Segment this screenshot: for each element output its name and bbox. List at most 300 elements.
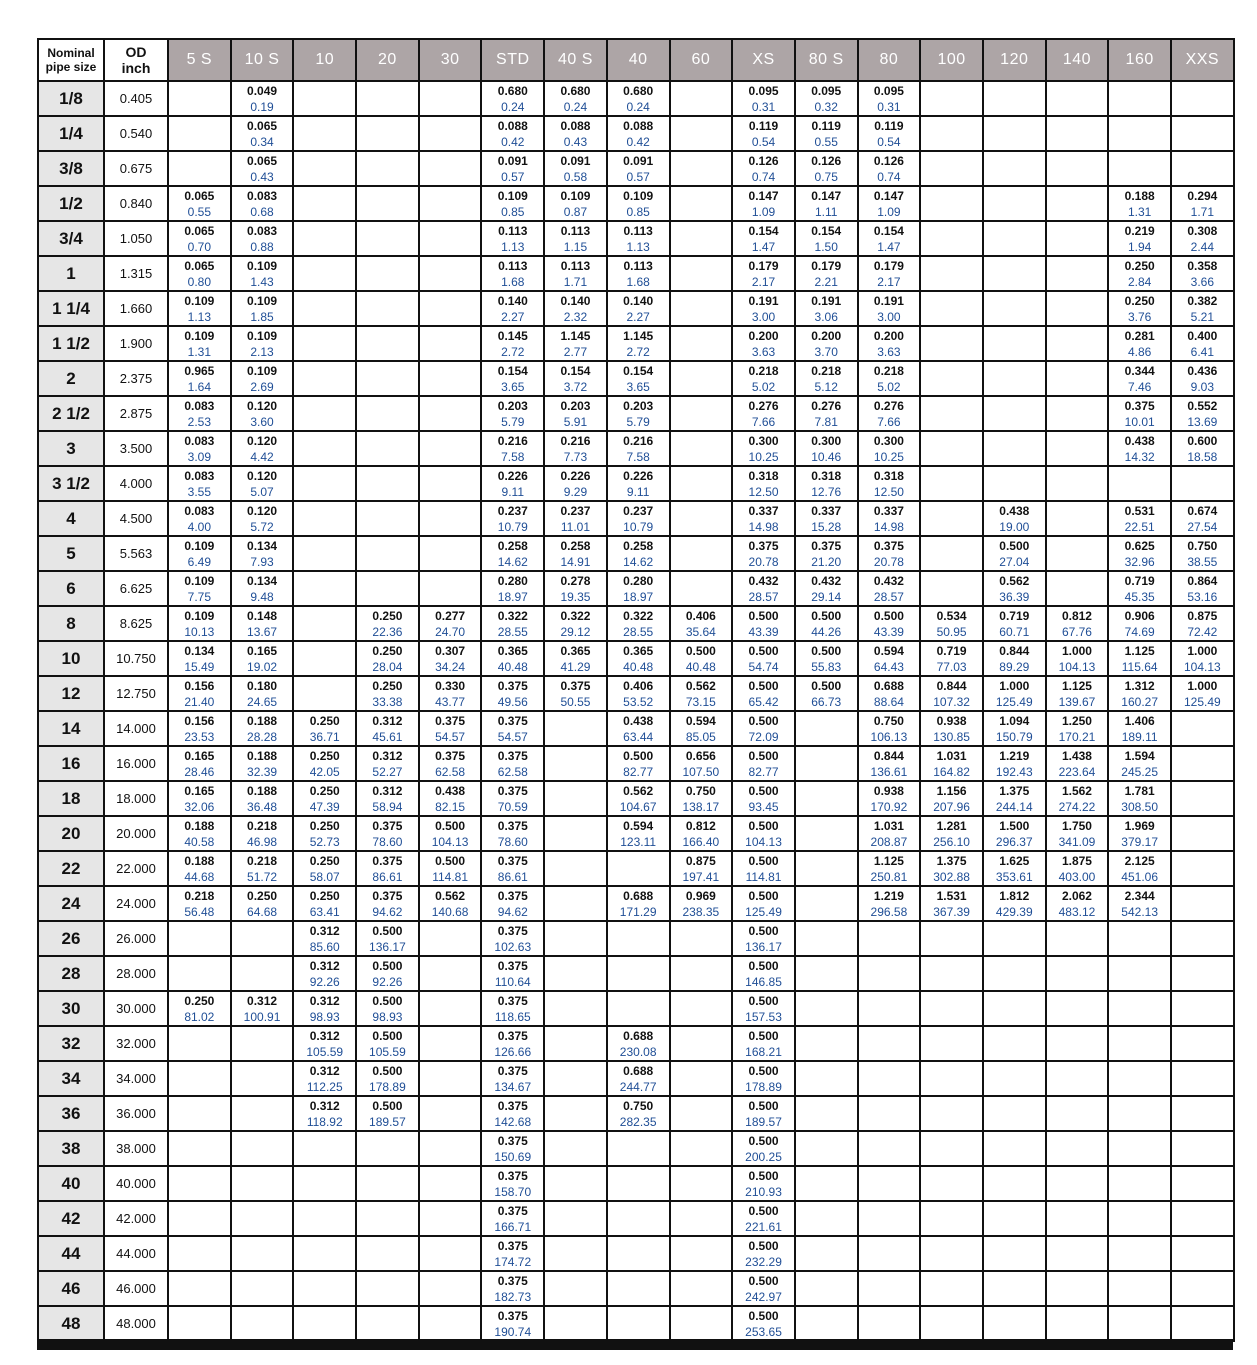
schedule-cell bbox=[732, 606, 795, 641]
schedule-cell bbox=[1171, 1096, 1234, 1131]
schedule-cell bbox=[920, 1271, 983, 1306]
schedule-cell bbox=[732, 466, 795, 501]
schedule-header: 40 bbox=[607, 39, 670, 81]
od-cell: 1.315 bbox=[104, 256, 168, 291]
schedule-cell bbox=[795, 956, 858, 991]
schedule-cell bbox=[983, 1306, 1046, 1341]
wall-thickness-value: 0.276 bbox=[748, 398, 779, 413]
schedule-cell bbox=[670, 291, 733, 326]
schedule-cell bbox=[858, 746, 921, 781]
weight-value: 244.14 bbox=[995, 799, 1033, 814]
weight-value: 6.49 bbox=[187, 554, 212, 569]
wall-thickness-value: 0.109 bbox=[184, 573, 215, 588]
schedule-cell bbox=[607, 81, 670, 116]
wall-thickness-value: 0.500 bbox=[435, 853, 466, 868]
schedule-cell bbox=[670, 1026, 733, 1061]
schedule-cell bbox=[670, 711, 733, 746]
wall-thickness-value: 0.216 bbox=[623, 433, 654, 448]
wall-thickness-value: 0.656 bbox=[685, 748, 716, 763]
wall-thickness-value: 0.500 bbox=[372, 958, 403, 973]
schedule-cell bbox=[983, 676, 1046, 711]
schedule-cell bbox=[795, 466, 858, 501]
weight-value: 13.69 bbox=[1187, 414, 1218, 429]
weight-value: 64.68 bbox=[247, 904, 278, 919]
schedule-cell bbox=[983, 536, 1046, 571]
wall-thickness-value: 1.250 bbox=[1061, 713, 1092, 728]
schedule-cell bbox=[419, 1236, 482, 1271]
schedule-cell bbox=[544, 991, 607, 1026]
weight-value: 7.81 bbox=[814, 414, 838, 429]
table-row bbox=[38, 851, 1234, 886]
schedule-cell bbox=[168, 396, 231, 431]
schedule-header: 80 S bbox=[795, 39, 858, 81]
weight-value: 14.98 bbox=[873, 519, 904, 534]
weight-value: 146.85 bbox=[745, 974, 782, 989]
schedule-cell bbox=[983, 571, 1046, 606]
wall-thickness-value: 0.562 bbox=[623, 783, 654, 798]
schedule-cell bbox=[858, 361, 921, 396]
schedule-cell bbox=[670, 396, 733, 431]
wall-thickness-value: 0.216 bbox=[497, 433, 528, 448]
wall-thickness-value: 0.250 bbox=[372, 678, 403, 693]
wall-thickness-value: 0.109 bbox=[247, 258, 278, 273]
schedule-cell bbox=[1108, 1131, 1171, 1166]
wall-thickness-value: 0.250 bbox=[372, 608, 403, 623]
nominal-size-cell: 20 bbox=[38, 816, 104, 851]
wall-thickness-value: 0.113 bbox=[560, 258, 591, 273]
schedule-cell bbox=[858, 221, 921, 256]
schedule-cell bbox=[419, 1096, 482, 1131]
schedule-cell bbox=[1108, 1271, 1171, 1306]
schedule-cell bbox=[607, 571, 670, 606]
schedule-cell bbox=[293, 1236, 356, 1271]
weight-value: 130.85 bbox=[933, 729, 970, 744]
schedule-cell bbox=[1046, 396, 1109, 431]
weight-value: 24.70 bbox=[435, 624, 466, 639]
schedule-cell bbox=[1171, 956, 1234, 991]
wall-thickness-value: 0.156 bbox=[184, 678, 215, 693]
table-row bbox=[38, 606, 1234, 641]
weight-value: 142.68 bbox=[494, 1114, 532, 1129]
schedule-header: 60 bbox=[670, 39, 733, 81]
schedule-cell bbox=[481, 431, 544, 466]
schedule-cell bbox=[168, 956, 231, 991]
schedule-cell bbox=[231, 396, 294, 431]
schedule-cell bbox=[1171, 431, 1234, 466]
schedule-cell bbox=[1046, 886, 1109, 921]
schedule-cell bbox=[419, 326, 482, 361]
weight-value: 24.65 bbox=[247, 694, 278, 709]
wall-thickness-value: 0.226 bbox=[560, 468, 591, 483]
wall-thickness-value: 0.438 bbox=[999, 503, 1030, 518]
weight-value: 136.61 bbox=[870, 764, 908, 779]
schedule-cell bbox=[983, 256, 1046, 291]
weight-value: 18.97 bbox=[497, 589, 528, 604]
bottom-border-bar bbox=[37, 1339, 1233, 1350]
schedule-cell bbox=[983, 956, 1046, 991]
schedule-cell bbox=[356, 991, 419, 1026]
schedule-cell bbox=[983, 606, 1046, 641]
schedule-cell bbox=[732, 116, 795, 151]
schedule-cell bbox=[231, 886, 294, 921]
nominal-size-cell: 38 bbox=[38, 1131, 104, 1166]
schedule-cell bbox=[544, 256, 607, 291]
schedule-cell bbox=[795, 1236, 858, 1271]
nominal-size-cell: 8 bbox=[38, 606, 104, 641]
wall-thickness-value: 0.432 bbox=[811, 573, 842, 588]
schedule-cell bbox=[481, 256, 544, 291]
nominal-size-cell: 1 1/4 bbox=[38, 291, 104, 326]
weight-value: 107.50 bbox=[682, 764, 720, 779]
wall-thickness-value: 0.688 bbox=[623, 1063, 654, 1078]
schedule-cell bbox=[1046, 431, 1109, 466]
schedule-cell bbox=[419, 81, 482, 116]
schedule-cell bbox=[544, 431, 607, 466]
wall-thickness-value: 0.065 bbox=[184, 223, 215, 238]
weight-value: 7.66 bbox=[751, 414, 776, 429]
wall-thickness-value: 0.250 bbox=[309, 853, 340, 868]
weight-value: 33.38 bbox=[372, 694, 403, 709]
schedule-cell bbox=[607, 816, 670, 851]
schedule-cell bbox=[356, 1096, 419, 1131]
schedule-cell bbox=[544, 1166, 607, 1201]
schedule-cell bbox=[1171, 466, 1234, 501]
schedule-cell bbox=[168, 746, 231, 781]
weight-value: 136.17 bbox=[745, 939, 782, 954]
wall-thickness-value: 0.365 bbox=[560, 643, 591, 658]
od-cell: 26.000 bbox=[104, 921, 168, 956]
schedule-cell bbox=[795, 1061, 858, 1096]
schedule-cell bbox=[795, 431, 858, 466]
table-row bbox=[38, 1096, 1234, 1131]
nominal-size-cell: 3 bbox=[38, 431, 104, 466]
schedule-cell bbox=[544, 291, 607, 326]
schedule-cell bbox=[231, 711, 294, 746]
wall-thickness-value: 0.750 bbox=[623, 1098, 654, 1113]
wall-thickness-value: 0.095 bbox=[748, 83, 779, 98]
schedule-cell bbox=[920, 711, 983, 746]
od-header-line1: OD bbox=[125, 44, 147, 60]
weight-value: 3.60 bbox=[250, 414, 274, 429]
schedule-cell bbox=[795, 1306, 858, 1341]
wall-thickness-value: 0.500 bbox=[372, 1028, 403, 1043]
schedule-cell bbox=[481, 746, 544, 781]
schedule-cell bbox=[1171, 851, 1234, 886]
wall-thickness-value: 0.179 bbox=[811, 258, 842, 273]
weight-value: 1.13 bbox=[501, 239, 525, 254]
weight-value: 105.59 bbox=[369, 1044, 406, 1059]
wall-thickness-value: 0.594 bbox=[685, 713, 716, 728]
schedule-cell bbox=[670, 186, 733, 221]
schedule-cell bbox=[607, 1271, 670, 1306]
schedule-cell bbox=[419, 1131, 482, 1166]
weight-value: 168.21 bbox=[745, 1044, 782, 1059]
weight-value: 208.87 bbox=[870, 834, 908, 849]
weight-value: 3.00 bbox=[877, 309, 901, 324]
schedule-cell bbox=[293, 746, 356, 781]
weight-value: 125.49 bbox=[995, 694, 1033, 709]
weight-value: 1.15 bbox=[563, 239, 588, 254]
schedule-cell bbox=[795, 641, 858, 676]
table-row bbox=[38, 501, 1234, 536]
weight-value: 164.82 bbox=[933, 764, 970, 779]
od-cell: 28.000 bbox=[104, 956, 168, 991]
wall-thickness-value: 0.500 bbox=[999, 538, 1030, 553]
wall-thickness-value: 0.276 bbox=[811, 398, 842, 413]
weight-value: 189.57 bbox=[745, 1114, 782, 1129]
schedule-cell bbox=[1046, 781, 1109, 816]
schedule-cell bbox=[983, 641, 1046, 676]
schedule-cell bbox=[732, 291, 795, 326]
wall-thickness-value: 0.120 bbox=[247, 398, 278, 413]
schedule-cell bbox=[1171, 291, 1234, 326]
wall-thickness-value: 0.875 bbox=[1187, 608, 1218, 623]
schedule-cell bbox=[1108, 781, 1171, 816]
weight-value: 0.32 bbox=[814, 99, 838, 114]
schedule-cell bbox=[983, 1271, 1046, 1306]
schedule-cell bbox=[858, 781, 921, 816]
weight-value: 56.48 bbox=[184, 904, 215, 919]
weight-value: 1.31 bbox=[187, 344, 212, 359]
table-row bbox=[38, 326, 1234, 361]
schedule-cell bbox=[544, 1236, 607, 1271]
schedule-cell bbox=[481, 1236, 544, 1271]
weight-value: 0.54 bbox=[877, 134, 901, 149]
schedule-cell bbox=[419, 396, 482, 431]
wall-thickness-value: 0.278 bbox=[560, 573, 591, 588]
schedule-cell bbox=[795, 606, 858, 641]
wall-thickness-value: 0.216 bbox=[560, 433, 591, 448]
schedule-cell bbox=[732, 781, 795, 816]
weight-value: 139.67 bbox=[1058, 694, 1096, 709]
weight-value: 34.24 bbox=[435, 659, 466, 674]
schedule-cell bbox=[607, 361, 670, 396]
schedule-cell bbox=[795, 256, 858, 291]
schedule-cell bbox=[983, 886, 1046, 921]
nominal-size-cell: 28 bbox=[38, 956, 104, 991]
wall-thickness-value: 0.680 bbox=[497, 83, 528, 98]
od-cell: 22.000 bbox=[104, 851, 168, 886]
wall-thickness-value: 0.088 bbox=[623, 118, 654, 133]
schedule-cell bbox=[670, 676, 733, 711]
schedule-cell bbox=[168, 361, 231, 396]
weight-value: 1.11 bbox=[814, 204, 838, 219]
weight-value: 50.95 bbox=[936, 624, 967, 639]
schedule-cell bbox=[481, 711, 544, 746]
wall-thickness-value: 0.500 bbox=[748, 958, 779, 973]
weight-value: 86.61 bbox=[497, 869, 528, 884]
weight-value: 5.21 bbox=[1190, 309, 1215, 324]
wall-thickness-value: 0.083 bbox=[184, 398, 215, 413]
schedule-cell bbox=[1046, 1306, 1109, 1341]
schedule-cell bbox=[419, 291, 482, 326]
wall-thickness-value: 0.109 bbox=[184, 538, 215, 553]
wall-thickness-value: 0.844 bbox=[936, 678, 967, 693]
weight-value: 11.01 bbox=[560, 519, 591, 534]
schedule-cell bbox=[732, 256, 795, 291]
schedule-cell bbox=[544, 536, 607, 571]
weight-value: 27.54 bbox=[1187, 519, 1218, 534]
table-row bbox=[38, 1236, 1234, 1271]
schedule-cell bbox=[168, 1201, 231, 1236]
wall-thickness-value: 0.308 bbox=[1187, 223, 1218, 238]
weight-value: 63.44 bbox=[623, 729, 654, 744]
schedule-cell bbox=[795, 746, 858, 781]
table-row bbox=[38, 886, 1234, 921]
wall-thickness-value: 0.500 bbox=[811, 608, 842, 623]
schedule-cell bbox=[231, 1271, 294, 1306]
weight-value: 10.79 bbox=[497, 519, 528, 534]
weight-value: 0.75 bbox=[814, 169, 838, 184]
schedule-cell bbox=[481, 466, 544, 501]
wall-thickness-value: 0.281 bbox=[1124, 328, 1155, 343]
schedule-cell bbox=[168, 1131, 231, 1166]
schedule-cell bbox=[231, 746, 294, 781]
schedule-cell bbox=[293, 1201, 356, 1236]
wall-thickness-value: 0.375 bbox=[497, 1133, 528, 1148]
weight-value: 92.26 bbox=[372, 974, 403, 989]
schedule-cell bbox=[795, 221, 858, 256]
schedule-cell bbox=[293, 956, 356, 991]
wall-thickness-value: 0.120 bbox=[247, 503, 278, 518]
schedule-header: 160 bbox=[1108, 39, 1171, 81]
schedule-cell bbox=[231, 256, 294, 291]
table-row bbox=[38, 256, 1234, 291]
weight-value: 221.61 bbox=[745, 1219, 782, 1234]
schedule-cell bbox=[920, 1201, 983, 1236]
schedule-cell bbox=[231, 781, 294, 816]
wall-thickness-value: 0.375 bbox=[372, 853, 403, 868]
weight-value: 1.47 bbox=[751, 239, 776, 254]
schedule-cell bbox=[1108, 676, 1171, 711]
wall-thickness-value: 0.312 bbox=[309, 993, 340, 1008]
schedule-cell bbox=[1171, 256, 1234, 291]
schedule-header: 20 bbox=[356, 39, 419, 81]
table-row bbox=[38, 1061, 1234, 1096]
schedule-cell bbox=[858, 1236, 921, 1271]
wall-thickness-value: 0.375 bbox=[497, 853, 528, 868]
schedule-cell bbox=[419, 1271, 482, 1306]
wall-thickness-value: 0.375 bbox=[497, 888, 528, 903]
wall-thickness-value: 0.109 bbox=[184, 608, 215, 623]
wall-thickness-value: 1.031 bbox=[936, 748, 967, 763]
weight-value: 52.27 bbox=[372, 764, 403, 779]
weight-value: 0.43 bbox=[250, 169, 274, 184]
wall-thickness-value: 0.156 bbox=[184, 713, 215, 728]
wall-thickness-value: 0.154 bbox=[623, 363, 654, 378]
schedule-cell bbox=[670, 921, 733, 956]
weight-value: 3.63 bbox=[751, 344, 776, 359]
weight-value: 230.08 bbox=[619, 1044, 657, 1059]
schedule-header: 10 bbox=[293, 39, 356, 81]
weight-value: 15.28 bbox=[811, 519, 842, 534]
schedule-cell bbox=[231, 116, 294, 151]
weight-value: 102.63 bbox=[494, 939, 532, 954]
header-row bbox=[38, 39, 1234, 81]
schedule-cell bbox=[231, 641, 294, 676]
schedule-cell bbox=[419, 466, 482, 501]
weight-value: 7.73 bbox=[563, 449, 588, 464]
schedule-cell bbox=[858, 571, 921, 606]
wall-thickness-value: 0.500 bbox=[435, 818, 466, 833]
schedule-cell bbox=[356, 711, 419, 746]
weight-value: 52.73 bbox=[309, 834, 340, 849]
schedule-cell bbox=[1171, 571, 1234, 606]
schedule-cell bbox=[544, 466, 607, 501]
wall-thickness-value: 0.134 bbox=[184, 643, 215, 658]
wall-thickness-value: 0.119 bbox=[874, 118, 904, 133]
schedule-cell bbox=[231, 466, 294, 501]
schedule-cell bbox=[544, 1201, 607, 1236]
schedule-cell bbox=[732, 991, 795, 1026]
schedule-cell bbox=[419, 1166, 482, 1201]
schedule-cell bbox=[1108, 1026, 1171, 1061]
weight-value: 55.83 bbox=[811, 659, 842, 674]
weight-value: 72.42 bbox=[1187, 624, 1218, 639]
wall-thickness-value: 0.300 bbox=[811, 433, 842, 448]
schedule-cell bbox=[1108, 921, 1171, 956]
table-row bbox=[38, 536, 1234, 571]
schedule-cell bbox=[231, 501, 294, 536]
wall-thickness-value: 0.109 bbox=[497, 188, 528, 203]
schedule-cell bbox=[983, 1061, 1046, 1096]
wall-thickness-value: 0.500 bbox=[623, 748, 654, 763]
weight-value: 2.27 bbox=[626, 309, 650, 324]
wall-thickness-value: 0.500 bbox=[811, 643, 842, 658]
wall-thickness-value: 0.113 bbox=[623, 258, 653, 273]
nominal-size-cell: 1/2 bbox=[38, 186, 104, 221]
schedule-cell bbox=[168, 431, 231, 466]
od-cell: 6.625 bbox=[104, 571, 168, 606]
wall-thickness-value: 0.375 bbox=[497, 1028, 528, 1043]
od-cell: 16.000 bbox=[104, 746, 168, 781]
schedule-cell bbox=[795, 501, 858, 536]
wall-thickness-value: 0.500 bbox=[372, 993, 403, 1008]
wall-thickness-value: 0.864 bbox=[1187, 573, 1218, 588]
schedule-cell bbox=[732, 746, 795, 781]
schedule-cell bbox=[419, 641, 482, 676]
weight-value: 9.29 bbox=[563, 484, 588, 499]
wall-thickness-value: 0.083 bbox=[184, 503, 215, 518]
wall-thickness-value: 1.438 bbox=[1061, 748, 1092, 763]
weight-value: 32.96 bbox=[1124, 554, 1155, 569]
schedule-cell bbox=[544, 816, 607, 851]
wall-thickness-value: 1.625 bbox=[999, 853, 1030, 868]
weight-value: 242.97 bbox=[745, 1289, 782, 1304]
weight-value: 207.96 bbox=[933, 799, 970, 814]
weight-value: 1.47 bbox=[877, 239, 901, 254]
wall-thickness-value: 0.358 bbox=[1187, 258, 1218, 273]
schedule-cell bbox=[481, 606, 544, 641]
schedule-cell bbox=[544, 921, 607, 956]
weight-value: 5.07 bbox=[250, 484, 274, 499]
weight-value: 6.41 bbox=[1190, 344, 1215, 359]
wall-thickness-value: 0.375 bbox=[497, 1273, 528, 1288]
nominal-size-cell: 1/8 bbox=[38, 81, 104, 116]
nominal-size-cell: 42 bbox=[38, 1201, 104, 1236]
schedule-header: STD bbox=[481, 39, 544, 81]
wall-thickness-value: 0.531 bbox=[1124, 503, 1155, 518]
schedule-cell bbox=[607, 116, 670, 151]
wall-thickness-value: 0.312 bbox=[372, 713, 403, 728]
nps-header-line2: pipe size bbox=[45, 60, 97, 74]
wall-thickness-value: 0.330 bbox=[435, 678, 466, 693]
weight-value: 3.63 bbox=[877, 344, 901, 359]
schedule-cell bbox=[293, 1096, 356, 1131]
weight-value: 182.73 bbox=[494, 1289, 532, 1304]
wall-thickness-value: 0.375 bbox=[497, 1203, 528, 1218]
weight-value: 0.31 bbox=[751, 99, 776, 114]
